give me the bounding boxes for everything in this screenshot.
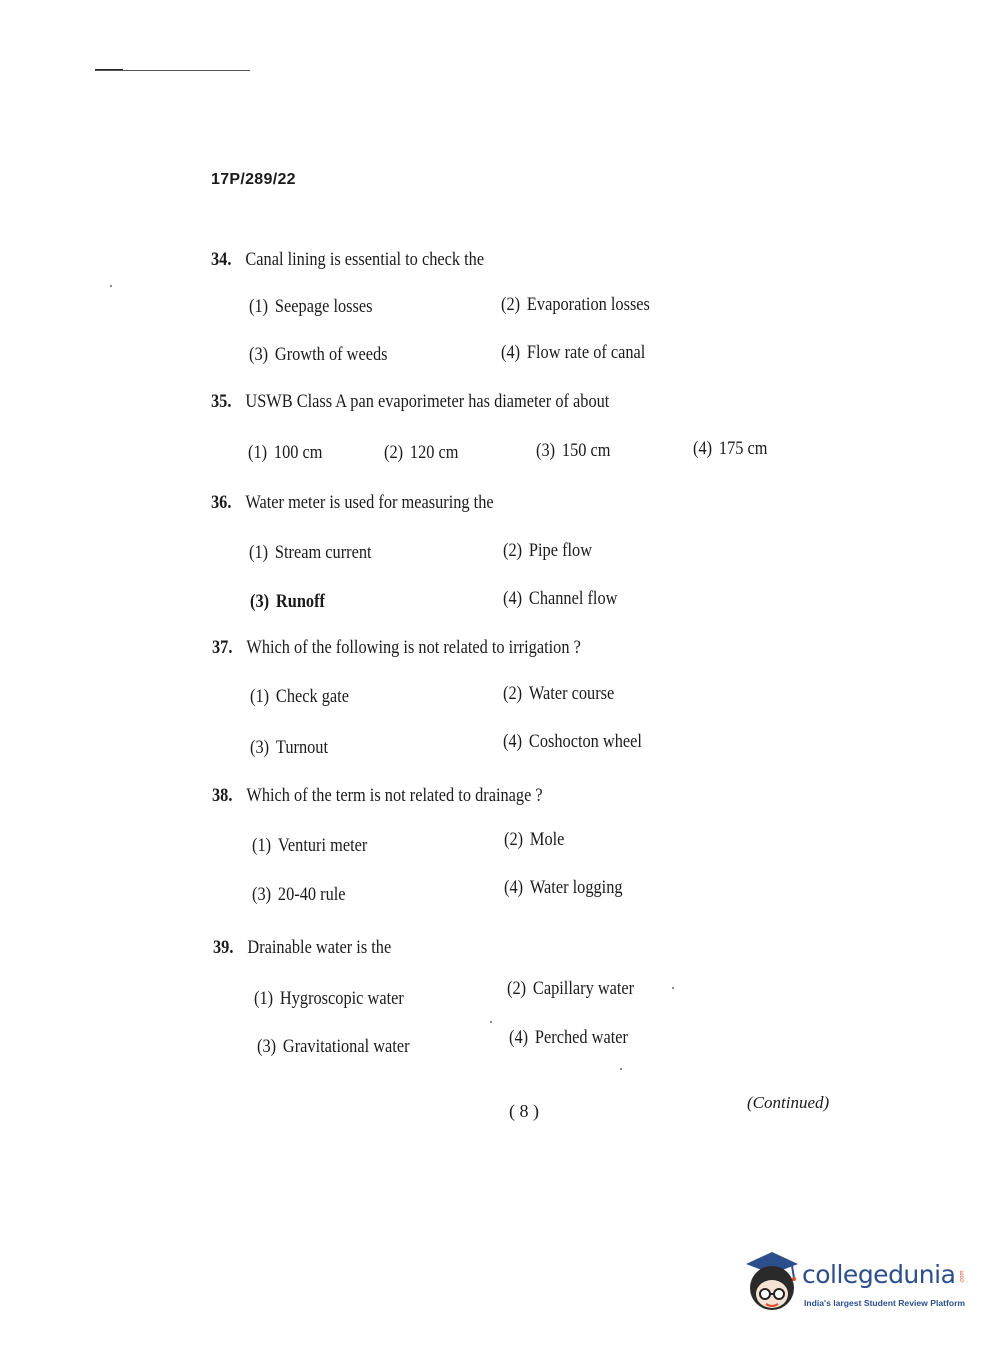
question-text: Which of the following is not related to irrigation ?: [246, 637, 581, 658]
q38-option-2: [504, 829, 564, 851]
option-text: Hygroscopic water: [279, 988, 404, 1009]
question-text: USWB Class A pan evaporimeter has diameter of about: [245, 391, 610, 412]
option-text: 120 cm: [409, 442, 459, 463]
option-number: (3): [536, 440, 556, 461]
option-number: (1): [252, 835, 272, 856]
q39-option-3: [257, 1036, 410, 1058]
question-number: 36.: [211, 492, 232, 513]
option-number: (3): [250, 591, 270, 612]
scan-speck: [620, 1068, 622, 1070]
q34-option-2: [501, 294, 650, 316]
q38-option-3: [252, 884, 346, 906]
q34-option-1: [249, 296, 373, 318]
option-text: Turnout: [275, 737, 329, 758]
option-number: (1): [254, 988, 274, 1009]
q36-option-3: [250, 591, 325, 613]
paper-code: 17P/289/22: [211, 171, 296, 188]
option-text: Gravitational water: [282, 1036, 410, 1057]
option-text: Water logging: [529, 877, 623, 898]
question-text: Which of the term is not related to drainage ?: [246, 785, 543, 806]
logo-tagline: India's largest Student Review Platform: [804, 1298, 966, 1308]
question-36: [211, 492, 494, 514]
option-number: (1): [250, 686, 270, 707]
question-38: [212, 785, 543, 807]
q35-option-4: [693, 438, 767, 460]
option-number: (2): [504, 829, 524, 850]
q39-option-1: [254, 988, 404, 1010]
logo-suffix: .com: [959, 1270, 966, 1284]
question-37: [212, 637, 581, 659]
option-number: (1): [249, 542, 269, 563]
option-text: Runoff: [275, 591, 325, 612]
option-number: (3): [249, 344, 269, 365]
option-number: (4): [503, 588, 523, 609]
logo-wordmark: collegedunia: [802, 1260, 956, 1289]
q35-option-3: [536, 440, 610, 462]
option-number: (4): [501, 342, 521, 363]
collegedunia-logo: [742, 1250, 972, 1320]
option-text: 20-40 rule: [277, 884, 346, 905]
option-number: (4): [509, 1027, 529, 1048]
option-number: (2): [503, 540, 523, 561]
option-text: Growth of weeds: [274, 344, 388, 365]
question-text: Drainable water is the: [247, 937, 392, 958]
scan-speck: [110, 285, 112, 287]
q34-option-3: [249, 344, 387, 366]
option-number: (2): [384, 442, 404, 463]
q36-option-1: [249, 542, 372, 564]
question-number: 38.: [212, 785, 233, 806]
option-text: Flow rate of canal: [526, 342, 646, 363]
question-number: 34.: [211, 249, 232, 270]
q36-option-2: [503, 540, 592, 562]
option-text: 175 cm: [718, 438, 768, 459]
question-number: 37.: [212, 637, 233, 658]
q37-option-4: [503, 731, 642, 753]
question-number: 39.: [213, 937, 234, 958]
option-text: 150 cm: [561, 440, 611, 461]
q37-option-1: [250, 686, 349, 708]
option-text: Check gate: [275, 686, 349, 707]
q34-option-4: [501, 342, 645, 364]
option-number: (2): [501, 294, 521, 315]
question-34: [211, 249, 484, 271]
q35-option-2: [384, 442, 458, 464]
option-text: Perched water: [534, 1027, 628, 1048]
question-text: Water meter is used for measuring the: [245, 492, 494, 513]
option-text: Pipe flow: [528, 540, 593, 561]
option-number: (4): [503, 731, 523, 752]
question-35: [211, 391, 609, 413]
option-text: Venturi meter: [277, 835, 368, 856]
continued-label: (Continued): [747, 1093, 830, 1112]
q37-option-3: [250, 737, 328, 759]
q35-option-1: [248, 442, 322, 464]
option-text: 100 cm: [273, 442, 323, 463]
option-number: (1): [248, 442, 268, 463]
question-39: [213, 937, 391, 959]
option-number: (2): [507, 978, 527, 999]
mascot-icon: [742, 1250, 802, 1312]
option-text: Evaporation losses: [526, 294, 650, 315]
option-text: Stream current: [274, 542, 372, 563]
option-number: (3): [257, 1036, 277, 1057]
option-number: (1): [249, 296, 269, 317]
question-text: Canal lining is essential to check the: [245, 249, 485, 270]
option-number: (4): [504, 877, 524, 898]
scan-speck: [490, 1021, 492, 1023]
option-number: (3): [252, 884, 272, 905]
page-number: ( 8 ): [509, 1101, 539, 1121]
question-number: 35.: [211, 391, 232, 412]
option-number: (2): [503, 683, 523, 704]
option-number: (4): [693, 438, 713, 459]
q37-option-2: [503, 683, 614, 705]
q36-option-4: [503, 588, 617, 610]
option-text: Channel flow: [528, 588, 618, 609]
scan-speck: [672, 987, 674, 989]
option-text: Capillary water: [532, 978, 635, 999]
q38-option-4: [504, 877, 623, 899]
option-number: (3): [250, 737, 270, 758]
top-rule: [95, 70, 250, 71]
option-text: Coshocton wheel: [528, 731, 642, 752]
option-text: Water course: [528, 683, 615, 704]
option-text: Seepage losses: [274, 296, 373, 317]
option-text: Mole: [529, 829, 565, 850]
q39-option-2: [507, 978, 634, 1000]
q39-option-4: [509, 1027, 628, 1049]
q38-option-1: [252, 835, 367, 857]
